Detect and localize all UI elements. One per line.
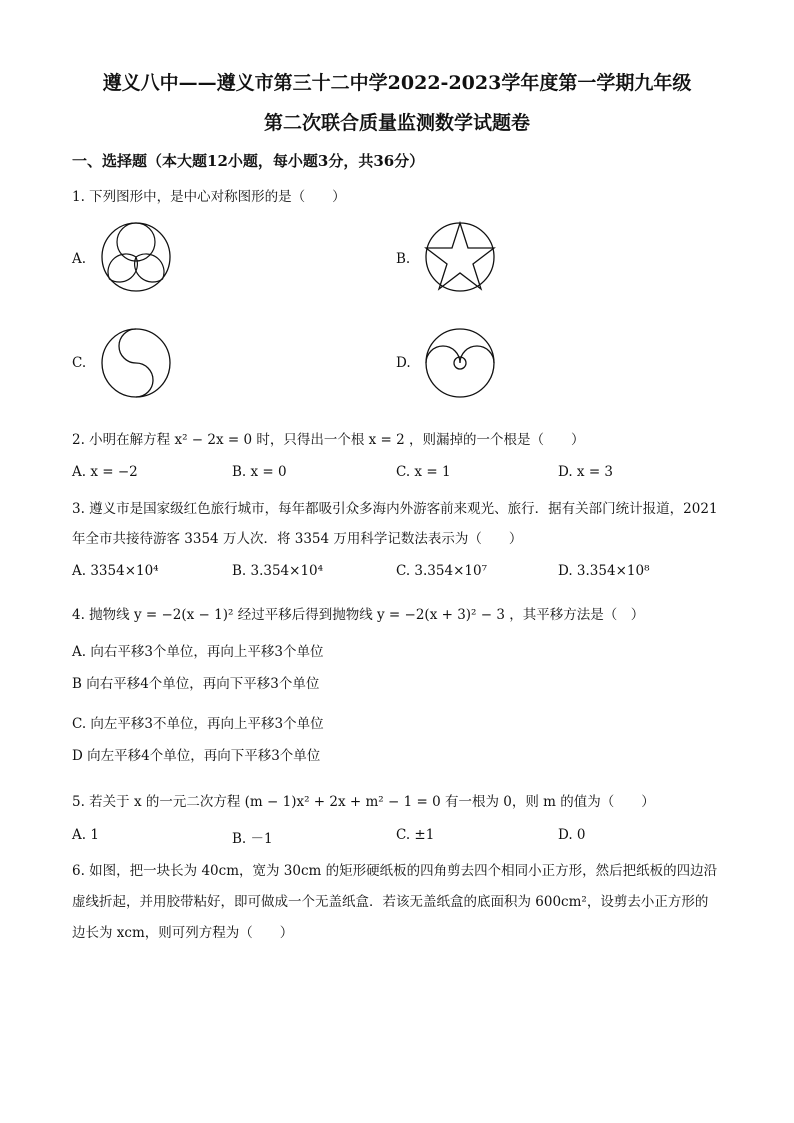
question-5-stem: 5. 若关于 x 的一元二次方程 (m − 1)x² + 2x + m² − 1 = 0 有一根为 0，则 m 的值为（ ） xyxy=(72,794,655,810)
section-heading: 一、选择题（本大题12小题，每小题3分，共36分） xyxy=(72,152,425,170)
page-title: 遵义八中——遵义市第三十二中学2022-2023学年度第一学期九年级 xyxy=(102,72,692,94)
q4-option-c: C. 向左平移3不单位，再向上平移3个单位 xyxy=(72,716,324,732)
q5-option-a: A. 1 xyxy=(72,827,99,843)
q1-figure-c xyxy=(100,327,172,399)
q5-option-b: B. －1 xyxy=(232,831,273,847)
question-3-stem-line1: 3. 遵义市是国家级红色旅行城市，每年都吸引众多海内外游客前来观光、旅行．据有关部门统计报道，2021 xyxy=(72,501,718,517)
q5-option-d: D. 0 xyxy=(558,827,586,843)
q1-figure-a xyxy=(100,221,172,293)
q4-option-b: B 向右平移4个单位，再向下平移3个单位 xyxy=(72,676,320,692)
question-6-line3: 边长为 xcm，则可列方程为（ ） xyxy=(72,925,294,941)
q1-figure-d xyxy=(424,327,496,399)
question-4-stem: 4. 抛物线 y = −2(x − 1)² 经过平移后得到抛物线 y = −2(x + 3)² − 3 ，其平移方法是（ ） xyxy=(72,607,645,623)
q1-option-b-label: B. xyxy=(396,251,411,267)
q3-option-b: B. 3.354×10⁴ xyxy=(232,563,324,579)
q1-option-c-label: C. xyxy=(72,355,87,371)
question-2-stem: 2. 小明在解方程 x² − 2x = 0 时，只得出一个根 x = 2 ，则漏掉的一个根是（ ） xyxy=(72,432,585,448)
q3-option-d: D. 3.354×10⁸ xyxy=(558,563,650,579)
q4-option-d: D 向左平移4个单位，再向下平移3个单位 xyxy=(72,748,321,764)
question-1-stem: 1. 下列图形中，是中心对称图形的是（ ） xyxy=(72,189,346,205)
q5-option-c: C. ±1 xyxy=(396,827,435,843)
question-3-stem-line2: 年全市共接待游客 3354 万人次．将 3354 万用科学记数法表示为（ ） xyxy=(72,531,523,547)
q3-option-a: A. 3354×10⁴ xyxy=(72,563,159,579)
q2-option-d: D. x = 3 xyxy=(558,464,614,480)
question-6-line2: 虚线折起，并用胶带粘好，即可做成一个无盖纸盒．若该无盖纸盒的底面积为 600cm²，设剪去小正方形的 xyxy=(72,894,709,910)
q1-option-a-label: A. xyxy=(72,251,87,267)
q1-option-d-label: D. xyxy=(396,355,411,371)
q2-option-b: B. x = 0 xyxy=(232,464,287,480)
question-6-line1: 6. 如图，把一块长为 40cm，宽为 30cm 的矩形硬纸板的四角剪去四个相同小正方形，然后把纸板的四边沿 xyxy=(72,863,718,879)
q2-option-c: C. x = 1 xyxy=(396,464,451,480)
q1-figure-b xyxy=(424,221,496,293)
page-subtitle: 第二次联合质量监测数学试题卷 xyxy=(263,112,530,134)
q2-option-a: A. x = −2 xyxy=(72,464,138,480)
q4-option-a: A. 向右平移3个单位，再向上平移3个单位 xyxy=(72,644,324,660)
q3-option-c: C. 3.354×10⁷ xyxy=(396,563,487,579)
